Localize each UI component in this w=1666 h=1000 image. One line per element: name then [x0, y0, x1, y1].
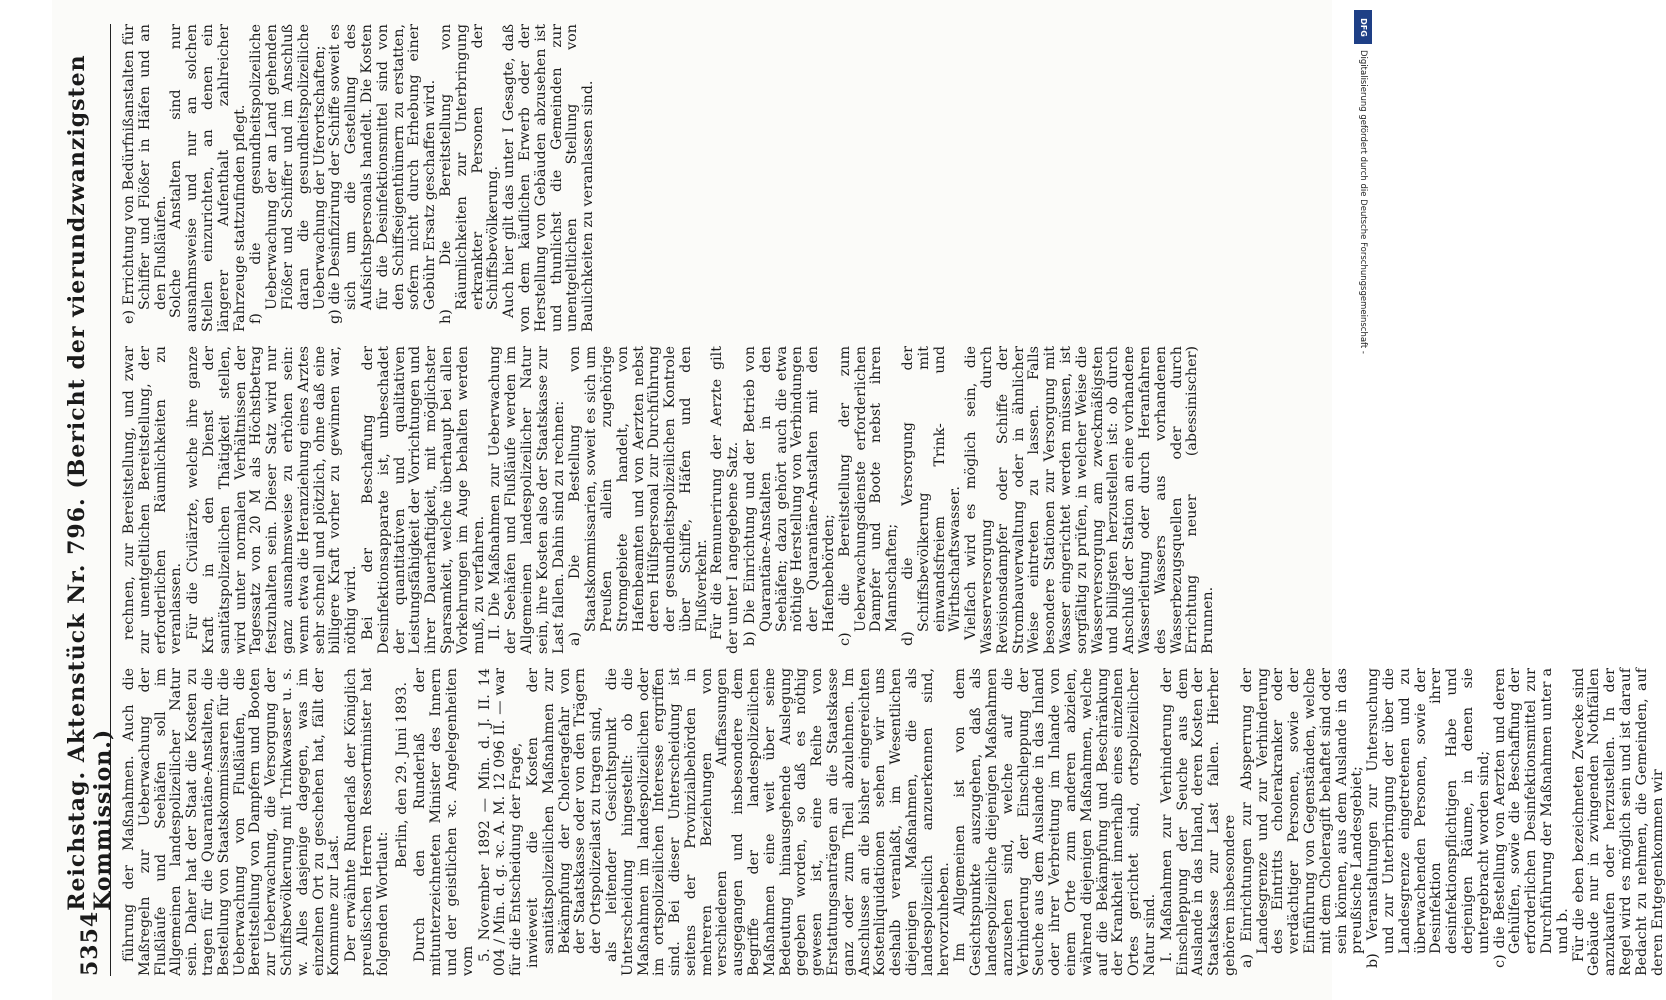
digitization-credit-text: Digitalisierung gefördert durch die Deutsche Forschungsgemeinschaft - — [1358, 50, 1368, 354]
paragraph: führung der Maßnahmen. Auch die Maßregeln zur Ueberwachung der Flußläufe und Seehäfen soll im Allgemeinen landespolizeilicher Natur sein. Daher hat der Staat die Kosten zu tragen für die Quarantäne-Anstalten, die Bestellung von Staatskommissaren für die Ueberwachung von Flußläufen, die Bereitstellung von Dampfern und Booten zur Ueberwachung, die Versorgung der Schiffsbevölkerung mit Trinkwasser u. s. w. Alles dasjenige dagegen, was im einzelnen Ort zu geschehen hat, fällt der Kommune zur Last. — [121, 668, 343, 976]
column-3 — [122, 24, 1312, 332]
list-item: c) die Bereitstellung der zum Ueberwachungsdienste erforderlichen Dampfer und Boote nebst ihren Mannschaften; — [836, 346, 901, 646]
list-item: a) Die Bestellung von Staatskommissarien, soweit es sich um Preußen allein zugehörige Stromgebiete handelt, von Hafenbeamten und von Aerzten nebst deren Hülfspersonal zur Durchführung der gesundheitspolizeilichen Kontrole über Schiffe, Häfen und den Flußverkehr. — [567, 346, 710, 646]
page-number: 5354 — [77, 910, 103, 976]
list-item: a) Einrichtungen zur Absperrung der Landesgrenze und zur Verhinderung des Eintritts cholerakranker oder verdächtiger Personen, sowie der Einführung von Gegenständen, welche mit dem Choleragift behaftet sind oder sein können, aus dem Auslande in das preußische Landesgebiet; — [1238, 668, 1366, 968]
paragraph: als leitender Gesichtspunkt die Unterscheidung hingestellt: ob die Maßnahmen im landespolizeilichen oder im ortspolizeilichen Interesse ergriffen sind. Bei dieser Unterscheidung ist seitens der Provinzialbehörden in mehreren Beziehungen von verschiedenen Auffassungen ausgegangen und insbesondere dem Begriffe der landespolizeilichen Maßnahmen eine weit über seine Bedeutung hinausgehende Auslegung gegeben worden, so daß es nöthig gewesen ist, eine Reihe von Erstattungsanträgen an die Staatskasse ganz oder zum Theil abzulehnen. Im Anschlusse an die bisher eingereichten Kostenliquidationen sehen wir uns deshalb veranlaßt, im Wesentlichen diejenigen Maßnahmen, die als landespolizeilich anzuerkennen sind, hervorzuheben. — [603, 668, 952, 976]
dateline: Berlin, den 29. Juni 1893. — [393, 682, 410, 869]
list-item: b) Veranstaltungen zur Untersuchung und zur Unterbringung der über die Landesgrenze eingetretenen und zu überwachenden Personen, sowie der Desinfektion ihrer desinfektionspflichtigen Habe und derjenigen Räume, in denen sie untergebracht worden sind; — [1365, 668, 1492, 968]
list-item: c) die Bestellung von Aerzten und deren Gehülfen, sowie die Beschaffung der erforderlichen Desinfektionsmittel zur Durchführung der Maßnahmen unter a und b. — [1491, 668, 1571, 968]
list-item: f) die gesundheitspolizeiliche Ueberwachung der an Land gehenden Flößer und Schiffer und im Anschluß daran die gesundheitspolizeiliche Ueberwachung der Uferortschaften; — [248, 24, 328, 324]
paragraph: Der erwähnte Runderlaß der Königlich preußischen Herren Ressortminister hat folgenden Wortlaut: — [343, 668, 391, 976]
paragraph: 5. November 1892 — Min. d. J. II. 14 004 / Min. d. g. ꝛc. A. M. 12 096 II. — war für die Entscheidung der Frage, — [476, 668, 525, 976]
column-1 — [121, 668, 1666, 976]
list-item: d) die Versorgung der Schiffsbevölkerung mit einwandsfreiem Trink- und Wirthschaftswasser. — [900, 346, 964, 646]
quoted-question: inwieweit die Kosten der sanitätspolizeilichen Maßnahmen zur Bekämpfung der Choleragefahr von der Staatskasse oder von den Trägern der Ortspolizeilast zu tragen sind, — [524, 668, 605, 968]
paragraph: Im Allgemeinen ist von dem Gesichtspunkte auszugehen, daß als landespolizeiliche diejenigen Maßnahmen anzusehen sind, welche auf die Verhinderung der Einschleppung der Seuche aus dem Auslande in das Inland oder ihrer Verbreitung im Inlande von einem Orte zum anderen abzielen, während diejenigen Maßnahmen, welche auf die Bekämpfung und Beschränkung der Krankheit innerhalb eines einzelnen Ortes gerichtet sind, ortspolizeilicher Natur sind. — [952, 668, 1158, 976]
digitization-credit — [1352, 10, 1374, 990]
section-heading: I. Maßnahmen zur Verhinderung der Einschleppung der Seuche aus dem Auslande in das Inland, deren Kosten der Staatskasse zur Last fallen. Hierher gehören insbesondere — [1158, 668, 1238, 976]
page-header — [64, 24, 116, 976]
paragraph: Durch den Runderlaß der mitunterzeichneten Minister des Innern und der geistlichen ꝛc. Angelegenheiten vom — [412, 668, 476, 976]
paragraph: Für die Civilärzte, welche ihre ganze Kraft in den Dienst der sanitätspolizeilichen Thätigkeit stellen, wird unter normalen Verhältnissen der Tagessatz von 20 M als Höchstbetrag festzuhalten sein. Dieser Satz wird nur ganz ausnahmsweise zu erhöhen sein: wenn etwa die Heranziehung eines Arztes sehr schnell und plötzlich, ohne daß eine billigere Kraft vorher zu gewinnen war, nöthig wird. — [185, 346, 360, 654]
list-item: b) Die Einrichtung und der Betrieb von Quarantäne-Anstalten in den Seehäfen; dazu gehört auch die etwa nöthige Herstellung von Verbindungen der Quarantäne-Anstalten mit den Hafenbehörden; — [742, 346, 838, 646]
dfg-logo: DFG — [1354, 10, 1372, 44]
paragraph: Auch hier gilt das unter I Gesagte, daß von dem käuflichen Erwerb oder der Herstellung von Gebäuden abzusehen ist und thunlichst die Gemeinden zur unentgeltlichen Stellung von Baulichkeiten zu veranlassen sind. — [501, 24, 597, 332]
paragraph: rechnen, zur Bereitstellung, und zwar zur unentgeltlichen Bereitstellung, der erforderlichen Räumlichkeiten zu veranlassen. — [121, 346, 185, 654]
column-2 — [122, 346, 1312, 654]
paragraph: Für die Remunerirung der Aerzte gilt der unter I angegebene Satz. — [709, 346, 742, 654]
paragraph: Für die eben bezeichneten Zwecke sind Gebäude nur in zwingenden Nothfällen anzukaufen oder herzustellen. In der Regel wird es möglich sein und ist darauf Bedacht zu nehmen, die Gemeinden, auf deren Entgegenkommen wir — [1570, 668, 1666, 976]
page-title: Reichstag. Aktenstück Nr. 796. (Bericht der vierundzwanzigsten Kommission.) — [64, 54, 116, 911]
list-item: e) Errichtung von Bedürfnißanstalten für Schiffer und Flößer in Häfen und an den Flußläufen. — [121, 24, 169, 324]
section-heading: II. Die Maßnahmen zur Ueberwachung der Seehäfen und Flußläufe werden im Allgemeinen landespolizeilicher Natur sein, ihre Kosten also der Staatskasse zur Last fallen. Dahin sind zu rechnen: — [487, 346, 567, 654]
paragraph: Vielfach wird es möglich sein, die Wasserversorgung durch Revisionsdampfer oder Schiffe der Strombauverwaltung oder in ähnlicher Weise eintreten zu lassen. Falls besondere Stationen zur Versorgung mit Wasser eingerichtet werden müssen, ist sorgfältig zu prüfen, in welcher Weise die Wasserversorgung am zweckmäßigsten und billigsten herzustellen ist: ob durch Anschluß der Station an eine vorhandene Wasserleitung oder durch Heranfahren des Wassers aus vorhandenen Wasserbezugsquellen oder durch Errichtung neuer (abessinischer) Brunnen. — [963, 346, 1217, 654]
paragraph: Solche Anstalten sind nur ausnahmsweise und nur an solchen Stellen einzurichten, an denen ein längerer Aufenthalt zahlreicher Fahrzeuge stattzufinden pflegt. — [168, 24, 248, 332]
list-item: g) die Desinfizirung der Schiffe soweit es sich um die Gestellung des Aufsichtspersonals handelt. Die Kosten für die Desinfektionsmittel sind von den Schiffseigenthümern zu erstatten, sofern nicht durch Erhebung einer Gebühr Ersatz geschaffen wird. — [327, 24, 439, 324]
list-item: h) Die Bereitstellung von Räumlichkeiten zur Unterbringung erkrankter Personen der Schiffsbevölkerung. — [437, 24, 502, 324]
paragraph: Bei der Beschaffung der Desinfektionsapparate ist, unbeschadet der quantitativen und qualitativen Leistungsfähigkeit der Vorrichtungen und ihrer Dauerhaftigkeit, mit möglichster Sparsamkeit, welche überhaupt bei allen Vorkehrungen im Auge behalten werden muß, zu verfahren. — [359, 346, 487, 654]
